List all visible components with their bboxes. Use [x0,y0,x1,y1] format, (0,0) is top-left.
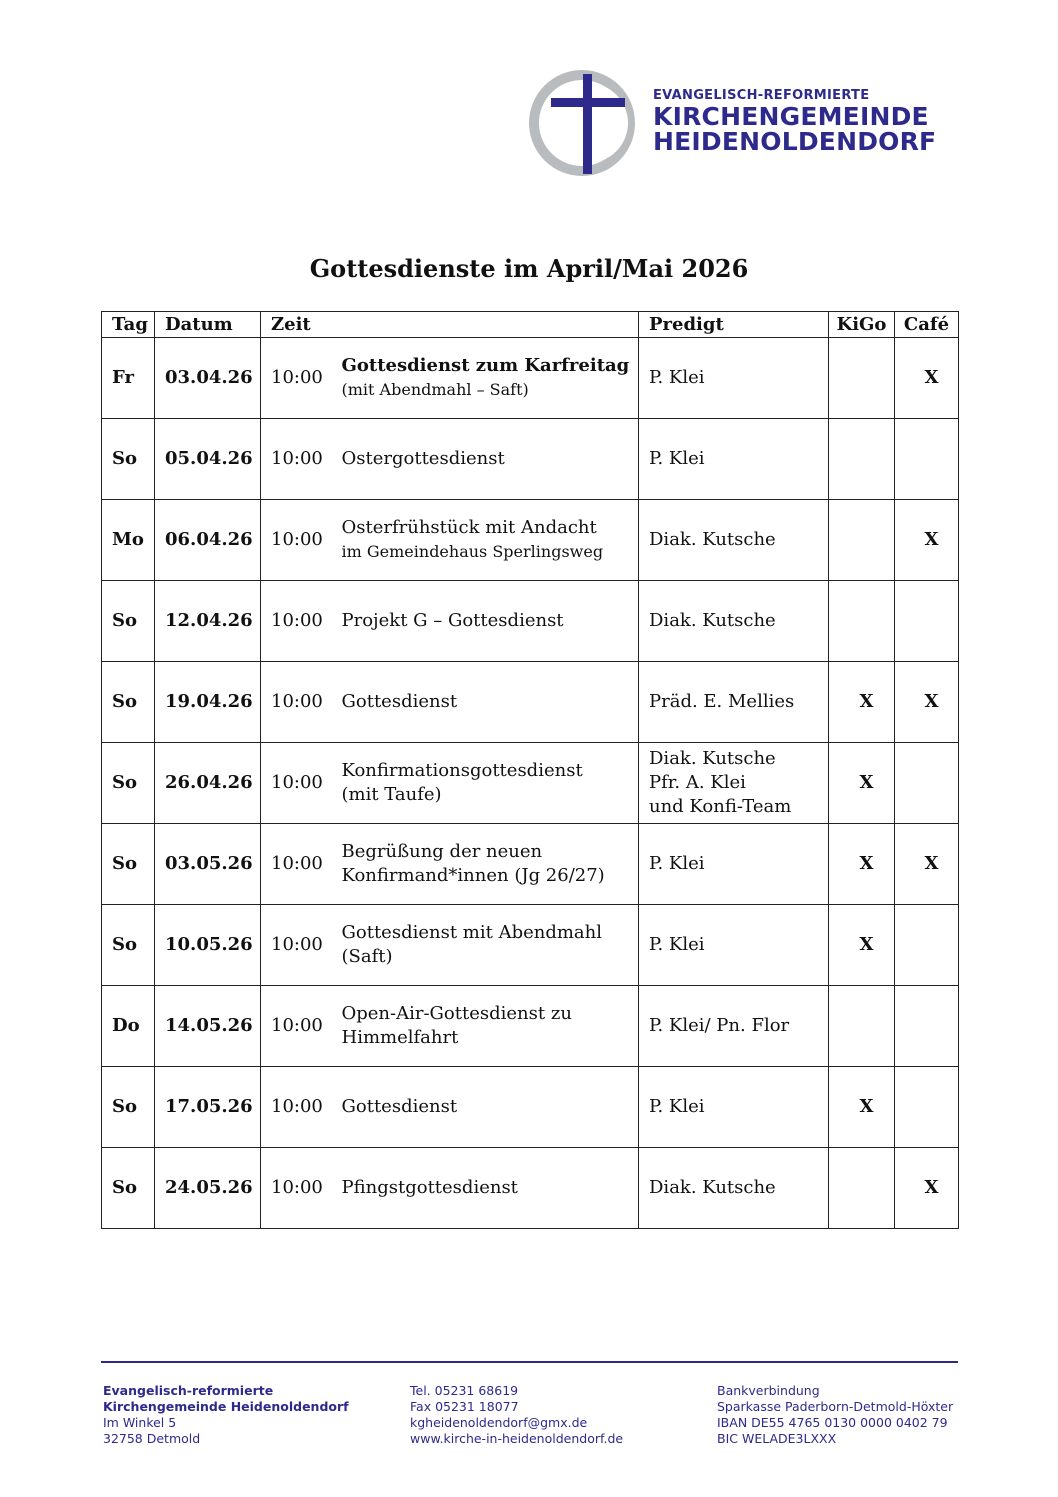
footer-website[interactable]: www.kirche-in-heidenoldendorf.de [410,1431,624,1446]
cell-datum: 26.04.26 [155,743,261,824]
predigt-line-3: und Konfi-Team [649,796,792,817]
titel-line-1: Projekt G – Gottesdienst [341,610,564,631]
cell-cafe [895,1067,959,1148]
cell-cafe: X [895,662,959,743]
cell-titel [332,986,639,1067]
cell-predigt [639,905,829,986]
cell-titel [332,581,639,662]
header-kigo: KiGo [829,312,895,338]
cell-predigt [639,986,829,1067]
titel-line-2: (Saft) [341,946,393,967]
predigt-line-1: P. Klei [649,934,705,955]
footer-divider [101,1361,958,1363]
predigt-line-1: Diak. Kutsche [649,1177,776,1198]
cell-datum: 19.04.26 [155,662,261,743]
predigt-line-1: P. Klei/ Pn. Flor [649,1015,790,1036]
cell-kigo [829,419,895,500]
footer-city: 32758 Detmold [103,1431,201,1446]
titel-line-2: (mit Abendmahl – Saft) [341,380,529,399]
cell-predigt [639,1148,829,1229]
table-row [102,1067,959,1148]
header-tag: Tag [102,312,155,338]
cell-datum: 17.05.26 [155,1067,261,1148]
predigt-line-1: P. Klei [649,367,705,388]
cell-cafe [895,986,959,1067]
titel-line-2: (mit Taufe) [341,784,442,805]
cell-predigt [639,743,829,824]
predigt-line-1: P. Klei [649,448,705,469]
table-row [102,986,959,1067]
header-predigt: Predigt [639,312,829,338]
logo-line-1: EVANGELISCH-REFORMIERTE [653,88,870,103]
table-row [102,743,959,824]
cell-kigo [829,500,895,581]
titel-line-1: Gottesdienst [341,691,458,712]
cell-zeit: 10:00 [261,581,332,662]
titel-line-1: Ostergottesdienst [341,448,505,469]
footer-address [103,1383,349,1447]
cell-zeit: 10:00 [261,419,332,500]
titel-line-2: Konfirmand*innen (Jg 26/27) [341,865,605,886]
cell-kigo: X [829,662,895,743]
footer-bank-name: Sparkasse Paderborn-Detmold-Höxter [717,1399,954,1414]
cell-datum: 12.04.26 [155,581,261,662]
cell-cafe [895,743,959,824]
predigt-line-1: Diak. Kutsche [649,610,776,631]
cell-zeit: 10:00 [261,500,332,581]
cell-datum: 03.05.26 [155,824,261,905]
cell-tag: So [102,581,155,662]
cell-titel [332,824,639,905]
cell-predigt [639,1067,829,1148]
header-datum: Datum [155,312,261,338]
predigt-line-1: Präd. E. Mellies [649,691,795,712]
titel-line-1: Gottesdienst zum Karfreitag [341,355,630,376]
predigt-line-2: Pfr. A. Klei [649,772,746,793]
cell-datum: 06.04.26 [155,500,261,581]
cell-cafe: X [895,824,959,905]
cell-datum: 10.05.26 [155,905,261,986]
cell-tag: So [102,824,155,905]
footer-iban: IBAN DE55 4765 0130 0000 0402 79 [717,1415,948,1430]
footer-fax: Fax 05231 18077 [410,1399,519,1414]
cell-datum: 24.05.26 [155,1148,261,1229]
titel-line-1: Konfirmationsgottesdienst [341,760,583,781]
cell-tag: So [102,743,155,824]
cell-predigt [639,581,829,662]
cell-zeit: 10:00 [261,743,332,824]
footer-street: Im Winkel 5 [103,1415,177,1430]
header-cafe: Café [895,312,959,338]
cell-datum: 05.04.26 [155,419,261,500]
cell-predigt [639,824,829,905]
cell-cafe: X [895,1148,959,1229]
footer-org-line-1: Evangelisch-reformierte [103,1383,274,1398]
cell-cafe: X [895,500,959,581]
cell-predigt [639,662,829,743]
cell-tag: Do [102,986,155,1067]
cell-tag: So [102,662,155,743]
church-logo [527,68,967,178]
cell-tag: So [102,905,155,986]
page-title: Gottesdienste im April/Mai 2026 [309,254,749,283]
cell-zeit: 10:00 [261,986,332,1067]
cell-cafe [895,905,959,986]
cell-zeit: 10:00 [261,824,332,905]
cell-zeit: 10:00 [261,338,332,419]
cell-titel [332,1148,639,1229]
titel-line-2: Himmelfahrt [341,1027,459,1048]
cell-kigo: X [829,824,895,905]
cross-logo-icon [527,68,637,178]
footer-org-line-2: Kirchengemeinde Heidenoldendorf [103,1399,349,1414]
table-row [102,824,959,905]
cell-tag: So [102,419,155,500]
cell-tag: So [102,1148,155,1229]
footer-contact [410,1383,623,1447]
cell-titel [332,500,639,581]
cell-tag: Mo [102,500,155,581]
logo-wordmark [653,88,936,154]
cell-predigt [639,500,829,581]
cell-zeit: 10:00 [261,1148,332,1229]
cell-kigo: X [829,1067,895,1148]
cell-zeit: 10:00 [261,662,332,743]
table-row [102,419,959,500]
header-zeit: Zeit [261,312,639,338]
footer-phone: Tel. 05231 68619 [410,1383,519,1398]
service-schedule-table [101,311,959,1229]
titel-line-1: Begrüßung der neuen [341,841,543,862]
table-header-row [102,312,959,338]
predigt-line-1: P. Klei [649,1096,705,1117]
cell-datum: 14.05.26 [155,986,261,1067]
cell-zeit: 10:00 [261,905,332,986]
cell-titel [332,743,639,824]
logo-line-2: KIRCHENGEMEINDE [653,102,929,131]
cell-titel [332,662,639,743]
cell-titel [332,905,639,986]
titel-line-1: Gottesdienst mit Abendmahl [341,922,603,943]
cell-cafe: X [895,338,959,419]
footer-email[interactable]: kgheidenoldendorf@gmx.de [410,1415,588,1430]
table-row [102,338,959,419]
predigt-line-1: Diak. Kutsche [649,529,776,550]
titel-line-1: Pfingstgottesdienst [341,1177,518,1198]
cell-kigo: X [829,905,895,986]
table-row [102,1148,959,1229]
titel-line-1: Open-Air-Gottesdienst zu [341,1003,572,1024]
table-row [102,905,959,986]
cell-titel [332,338,639,419]
cell-predigt [639,338,829,419]
cell-kigo [829,581,895,662]
table-row [102,662,959,743]
logo-line-3: HEIDENOLDENDORF [653,127,937,156]
cell-tag: Fr [102,338,155,419]
titel-line-1: Osterfrühstück mit Andacht [341,517,597,538]
table-row [102,581,959,662]
cell-cafe [895,419,959,500]
footer-bank-title: Bankverbindung [717,1383,820,1398]
cell-titel [332,1067,639,1148]
cell-kigo: X [829,743,895,824]
cell-cafe [895,581,959,662]
cell-datum: 03.04.26 [155,338,261,419]
titel-line-2: im Gemeindehaus Sperlingsweg [341,542,604,561]
footer-bic: BIC WELADE3LXXX [717,1431,837,1446]
predigt-line-1: P. Klei [649,853,705,874]
footer-bank [717,1383,953,1447]
table-row [102,500,959,581]
cell-kigo [829,1148,895,1229]
cell-titel [332,419,639,500]
titel-line-1: Gottesdienst [341,1096,458,1117]
cell-predigt [639,419,829,500]
cell-kigo [829,338,895,419]
cell-tag: So [102,1067,155,1148]
cell-zeit: 10:00 [261,1067,332,1148]
predigt-line-1: Diak. Kutsche [649,748,776,769]
cell-kigo [829,986,895,1067]
